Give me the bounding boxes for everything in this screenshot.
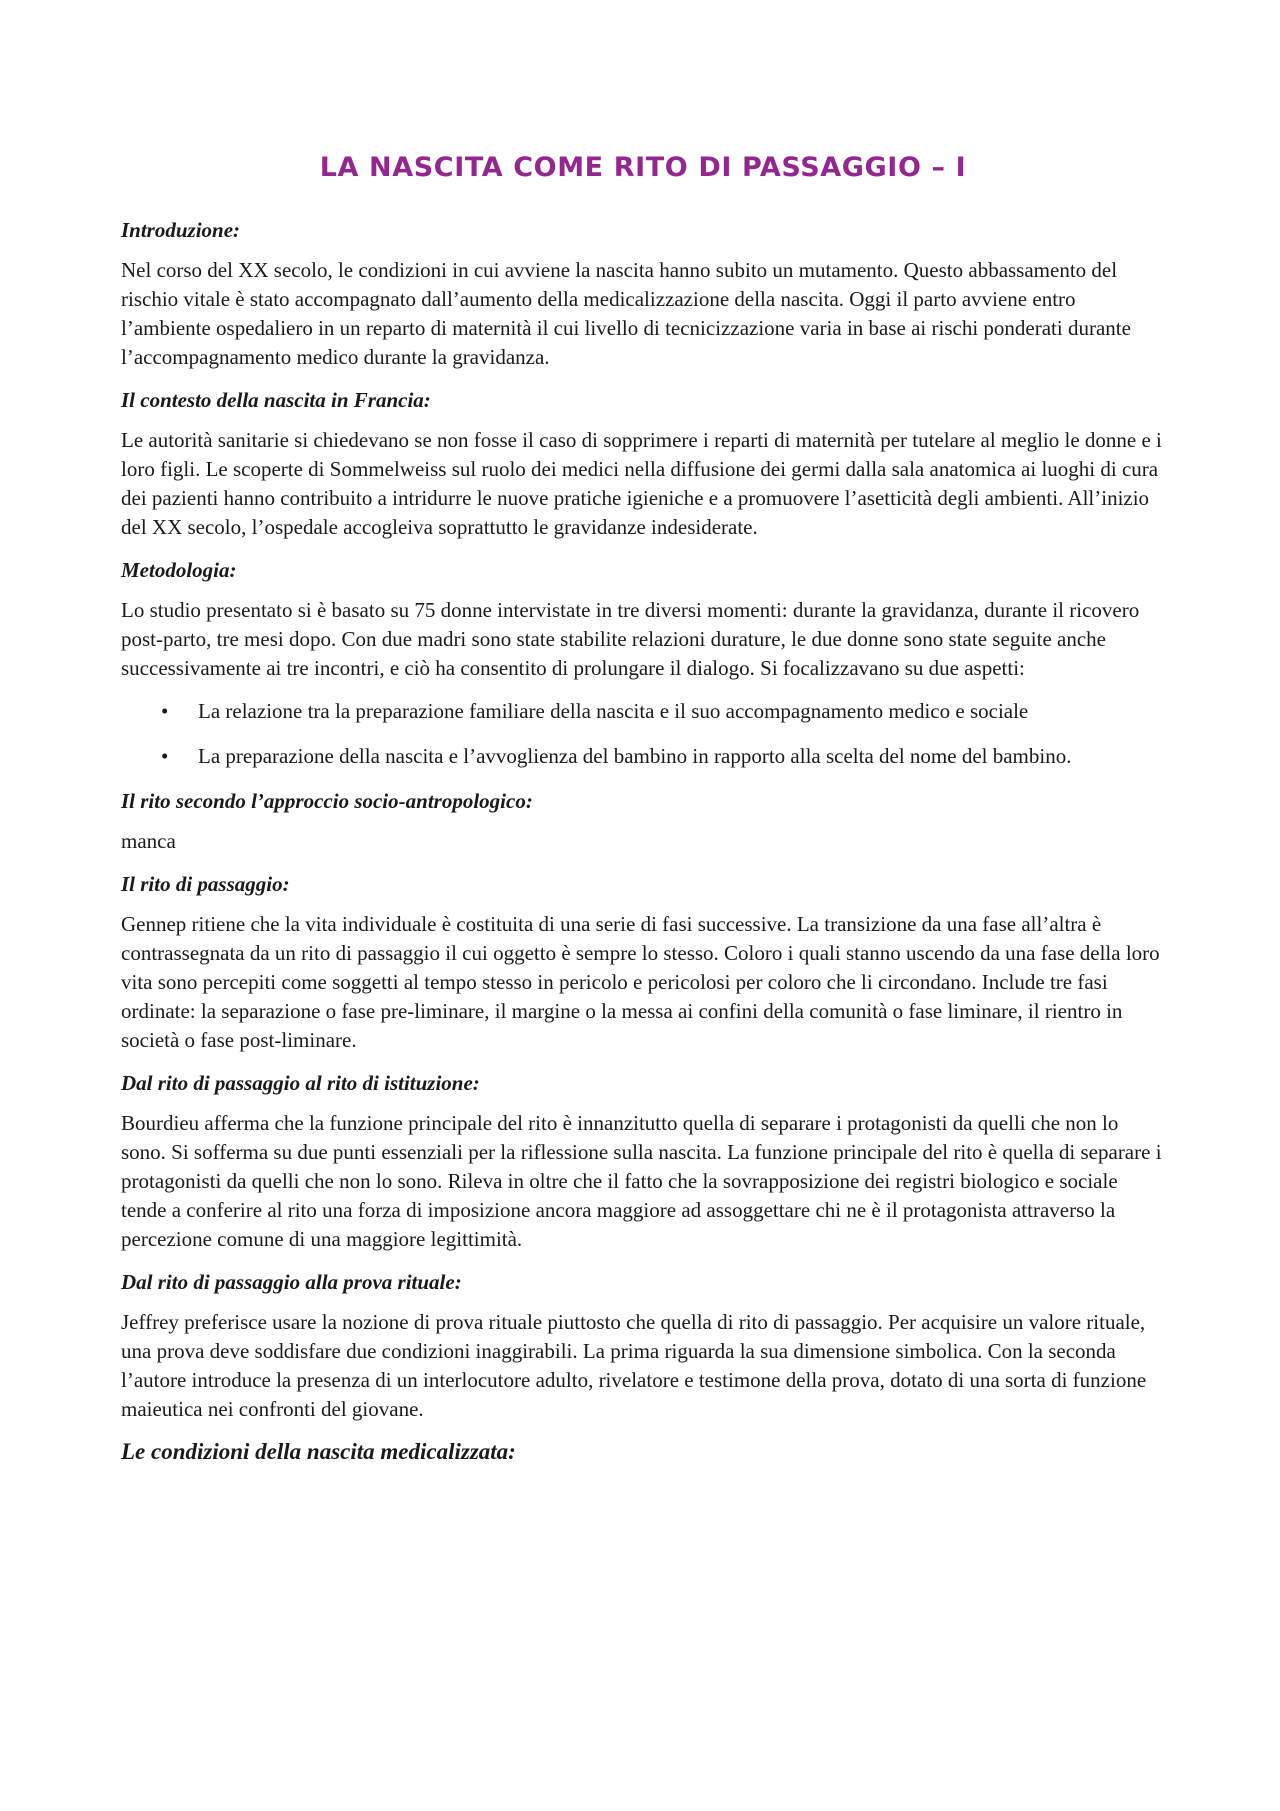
section-heading: Le condizioni della nascita medicalizzata:	[121, 1439, 516, 1464]
document-title: LA NASCITA COME RITO DI PASSAGGIO – I	[319, 152, 967, 183]
section-heading: Introduzione:	[121, 218, 241, 242]
section-heading: Metodologia:	[121, 558, 237, 582]
bullet-list	[121, 697, 1165, 771]
bullet-list-item	[121, 697, 1165, 726]
bullet-text: La preparazione della nascita e l’avvoglienza del bambino in rapporto alla scelta del nome del bambino.	[198, 744, 1072, 768]
section-heading: Il contesto della nascita in Francia:	[121, 388, 431, 412]
bullet-list-item	[121, 742, 1165, 771]
bullet-icon: •	[161, 744, 169, 768]
bullet-icon: •	[161, 699, 169, 723]
bullet-text: La relazione tra la preparazione familiare della nascita e il suo accompagnamento medico e sociale	[198, 699, 1029, 723]
section-heading: Il rito di passaggio:	[121, 872, 290, 896]
section-paragraph: Nel corso del XX secolo, le condizioni in cui avviene la nascita hanno subito un mutamento. Questo abbassamento del rischio vitale è stato accompagnato dall’aumento della medicalizzazione della nascita. Oggi il parto avviene entro l’ambiente ospedaliero in un reparto di maternità il cui livello di tecnicizzazione varia in base ai rischi ponderati durante l’accompagnamento medico durante la gravidanza.	[121, 258, 1131, 369]
document-body	[121, 216, 1165, 1466]
section-paragraph: Bourdieu afferma che la funzione principale del rito è innanzitutto quella di separare i protagonisti da quelli che non lo sono. Si sofferma su due punti essenziali per la riflessione sulla nascita. La funzione principale del rito è quella di separare i protagonisti da quelli che non lo sono. Rileva in oltre che il fatto che la sovrapposizione dei registri biologico e sociale tende a conferire al rito una forza di imposizione ancora maggiore ad assoggettare chi ne è il protagonista attraverso la percezione comune di una maggiore legittimità.	[121, 1111, 1162, 1251]
section-heading: Dal rito di passaggio alla prova rituale:	[121, 1270, 462, 1294]
section-paragraph: manca	[121, 829, 176, 853]
section-paragraph: Le autorità sanitarie si chiedevano se non fosse il caso di sopprimere i reparti di maternità per tutelare al meglio le donne e i loro figli. Le scoperte di Sommelweiss sul ruolo dei medici nella diffusione dei germi dalla sala anatomica ai luoghi di cura dei pazienti hanno contribuito a intridurre le nuove pratiche igieniche e a promuovere l’asetticità degli ambienti. All’inizio del XX secolo, l’ospedale accogleiva soprattutto le gravidanze indesiderate.	[121, 428, 1162, 539]
section-paragraph: Gennep ritiene che la vita individuale è costituita di una serie di fasi successive. La transizione da una fase all’altra è contrassegnata da un rito di passaggio il cui oggetto è sempre lo stesso. Coloro i quali stanno uscendo da una fase della loro vita sono percepiti come soggetti al tempo stesso in pericolo e pericolosi per coloro che li circondano. Include tre fasi ordinate: la separazione o fase pre-liminare, il margine o la messa ai confini della comunità o fase liminare, il rientro in società o fase post-liminare.	[121, 912, 1160, 1052]
section-paragraph: Jeffrey preferisce usare la nozione di prova rituale piuttosto che quella di rito di passaggio. Per acquisire un valore rituale, una prova deve soddisfare due condizioni inaggirabili. La prima riguarda la sua dimensione simbolica. Con la seconda l’autore introduce la presenza di un interlocutore adulto, rivelatore e testimone della prova, dotato di una sorta di funzione maieutica nei confronti del giovane.	[121, 1310, 1147, 1421]
section-heading: Il rito secondo l’approccio socio-antropologico:	[121, 789, 533, 813]
section-heading: Dal rito di passaggio al rito di istituzione:	[121, 1071, 480, 1095]
section-paragraph: Lo studio presentato si è basato su 75 donne intervistate in tre diversi momenti: durante la gravidanza, durante il ricovero post-parto, tre mesi dopo. Con due madri sono state stabilite relazioni durature, le due donne sono state seguite anche successivamente ai tre incontri, e ciò ha consentito di prolungare il dialogo. Si focalizzavano su due aspetti:	[121, 598, 1140, 680]
